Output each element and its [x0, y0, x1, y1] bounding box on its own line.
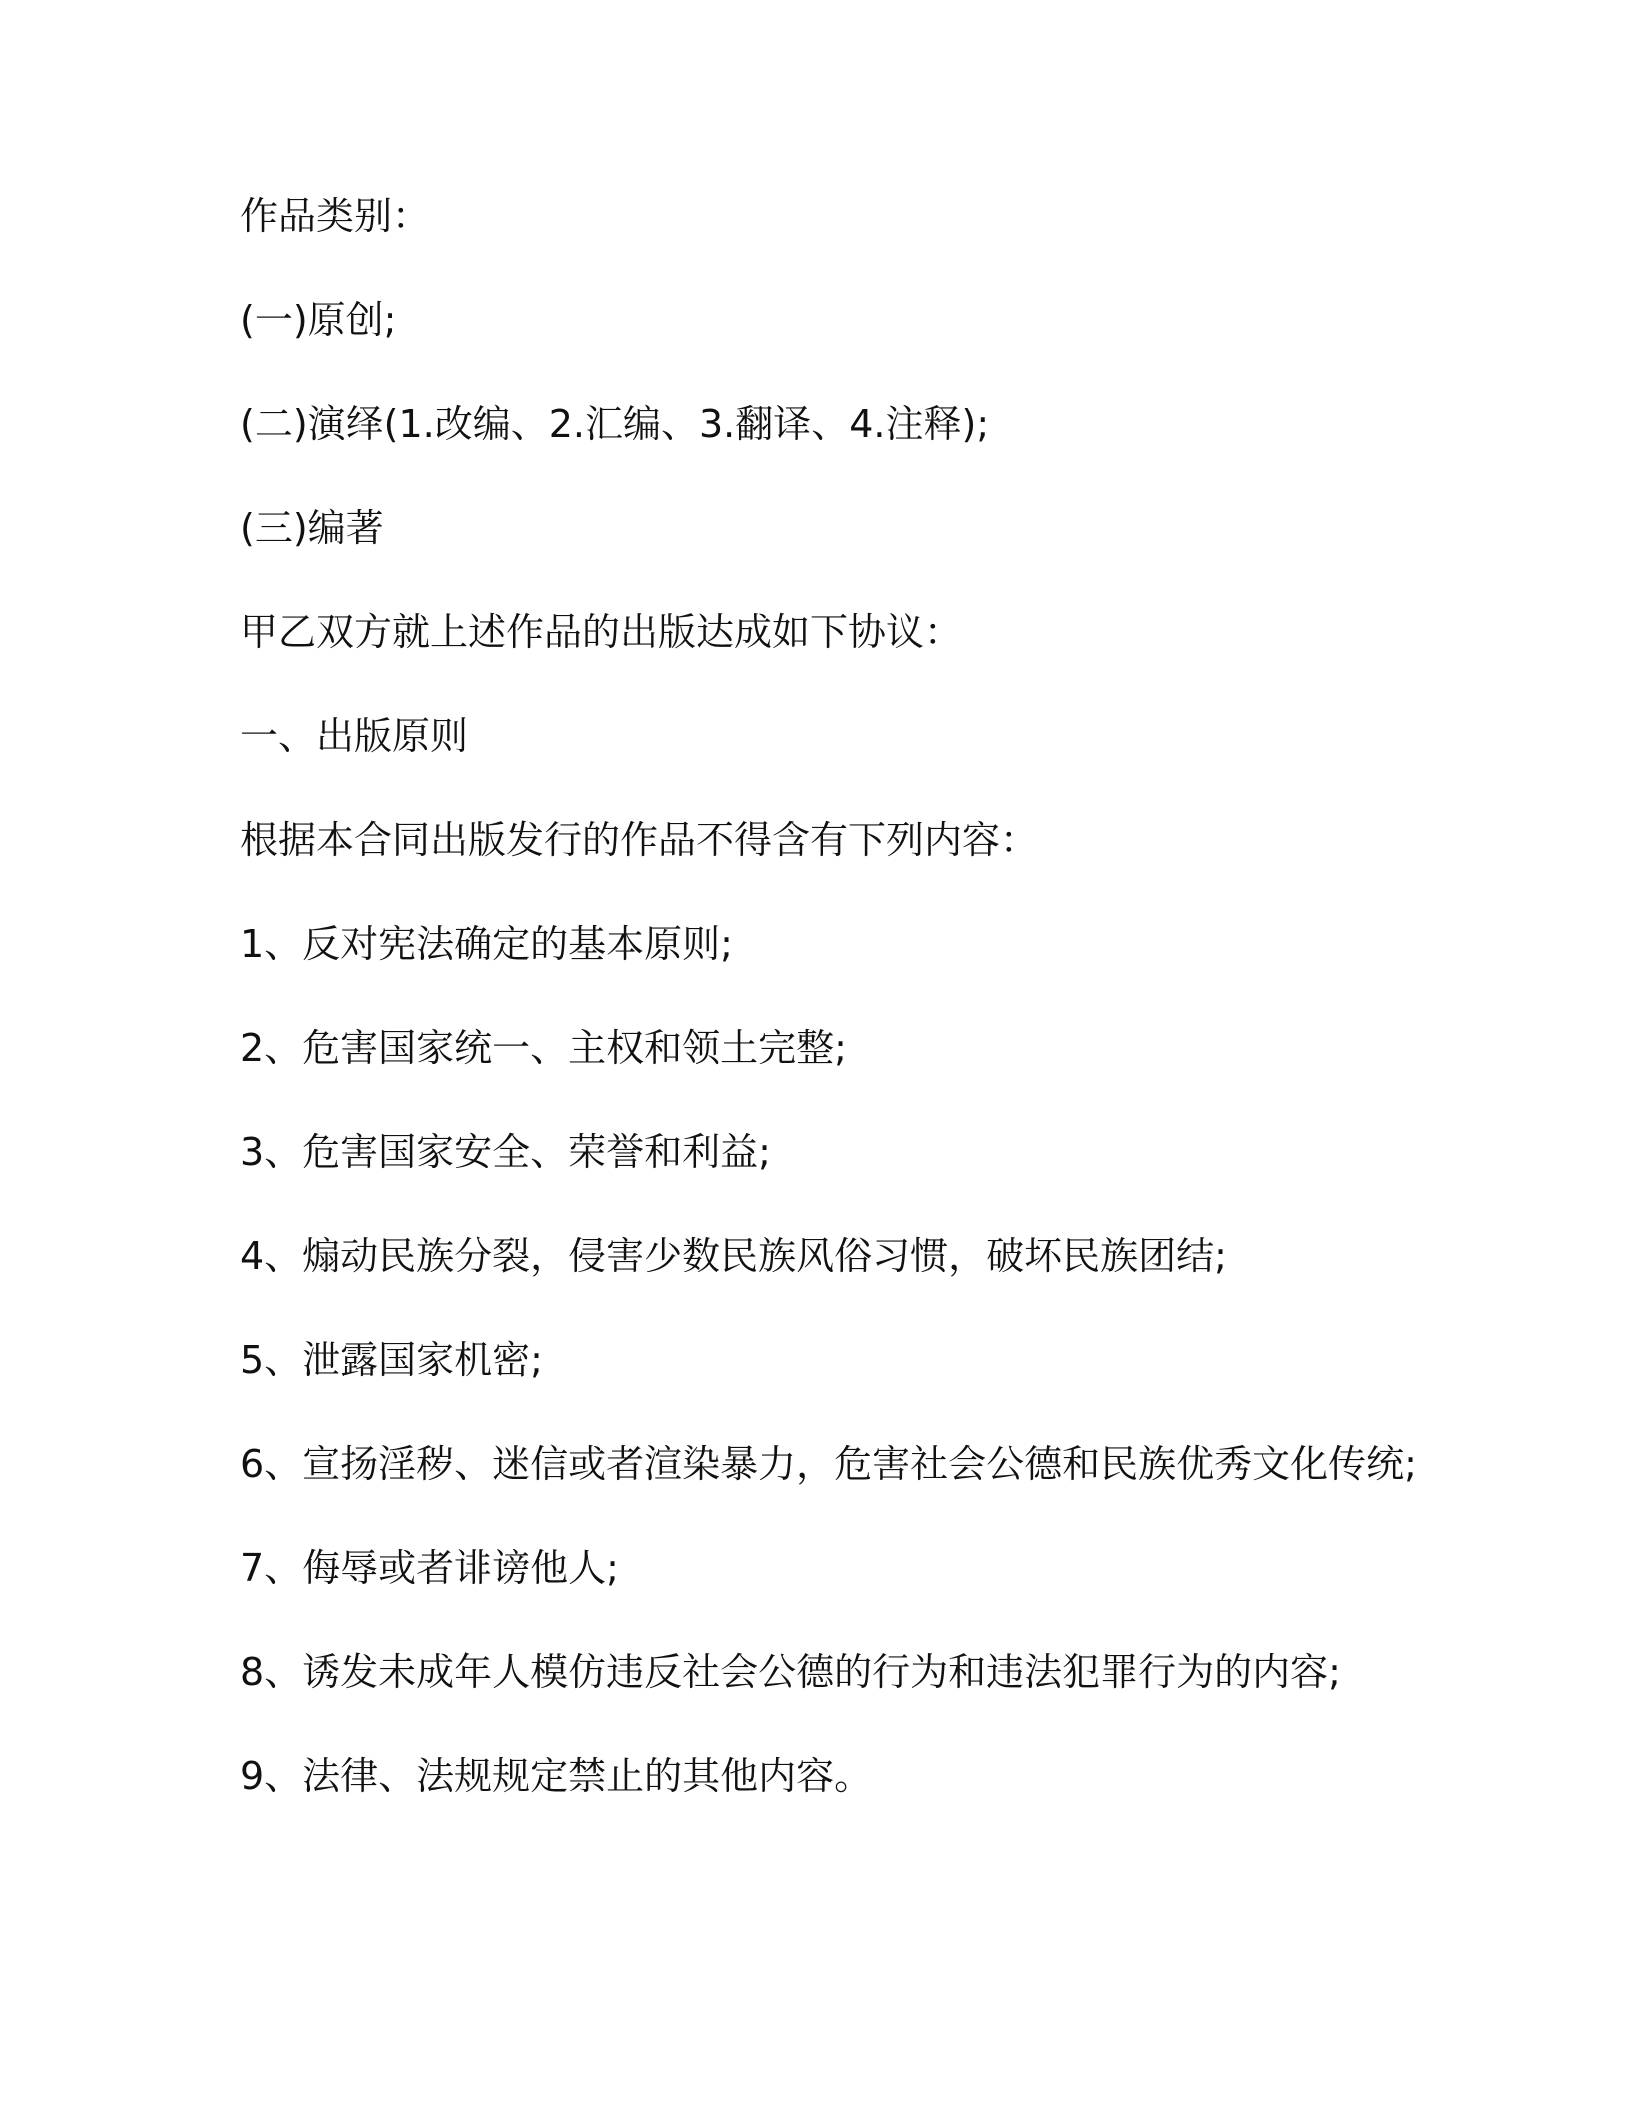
prohibited-item-7: 7、侮辱或者诽谤他人; — [240, 1546, 619, 1590]
prohibited-content-intro: 根据本合同出版发行的作品不得含有下列内容： — [240, 818, 1039, 862]
document-body — [240, 190, 1490, 1854]
category-compilation: (三)编著 — [240, 506, 384, 550]
prohibited-item-5: 5、泄露国家机密; — [240, 1338, 543, 1382]
prohibited-item-6: 6、宣扬淫秽、迷信或者渲染暴力，危害社会公德和民族优秀文化传统; — [240, 1442, 1417, 1486]
work-category-heading: 作品类别： — [240, 194, 431, 238]
prohibited-item-2: 2、危害国家统一、主权和领土完整; — [240, 1026, 847, 1070]
prohibited-item-1: 1、反对宪法确定的基本原则; — [240, 922, 733, 966]
section-heading-publishing-principles: 一、出版原则 — [240, 714, 469, 758]
category-derivative: (二)演绎(1.改编、2.汇编、3.翻译、4.注释); — [240, 402, 990, 446]
prohibited-item-3: 3、危害国家安全、荣誉和利益; — [240, 1130, 771, 1174]
prohibited-item-8: 8、诱发未成年人模仿违反社会公德的行为和违法犯罪行为的内容; — [240, 1650, 1341, 1694]
prohibited-item-4: 4、煽动民族分裂，侵害少数民族风俗习惯，破坏民族团结; — [240, 1234, 1227, 1278]
category-original: (一)原创; — [240, 298, 397, 342]
agreement-intro: 甲乙双方就上述作品的出版达成如下协议： — [240, 610, 963, 654]
prohibited-item-9: 9、法律、法规规定禁止的其他内容。 — [240, 1754, 873, 1798]
